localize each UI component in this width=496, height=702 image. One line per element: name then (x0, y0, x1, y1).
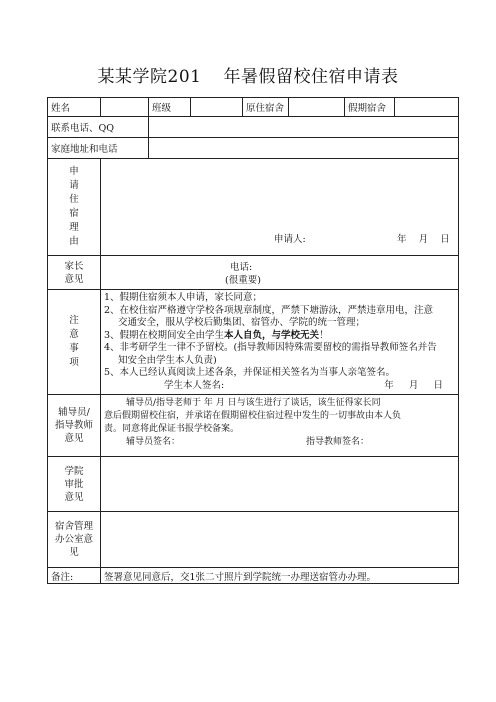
notes-label: 注意事项 (48, 290, 101, 395)
contact-label: 联系电话、QQ (48, 117, 149, 138)
name-label: 姓名 (48, 98, 101, 117)
note-item-3: 3、假期在校期间安全由学生本人自负，与学校无关！ (104, 329, 329, 341)
college-approval-field[interactable] (101, 457, 459, 512)
apply-reason-field[interactable] (101, 159, 459, 256)
class-field[interactable] (191, 98, 243, 117)
counselor-sign-label: 辅导员签名： (126, 437, 181, 447)
page-title (0, 62, 496, 87)
counselor-line-2: 意后假期留校住宿，并承诺在假期留校住宿过程中发生的一切事故由本人负 (104, 411, 402, 421)
note-item-2-cont: 交通安全，服从学校后勤集团、宿管办、学院的统一管理； (118, 317, 366, 328)
student-sign-row (104, 380, 455, 393)
note-item-5: 5、本人已经认真阅读上述各条，并保证相关签名为当事人亲笔签名。 (104, 367, 396, 378)
counselor-opinion-label: 辅导员/指导教师意见 (48, 395, 101, 457)
college-approval-label: 学院审批意见 (48, 457, 101, 512)
application-form (47, 97, 459, 584)
name-field[interactable] (101, 98, 149, 117)
orig-dorm-field[interactable] (289, 98, 345, 117)
note-item-4: 4、非考研学生一律不予留校。(指导教师因特殊需要留校的需指导教师签名并告 (104, 342, 437, 353)
dorm-office-opinion-label: 宿舍管理办公室意见 (48, 512, 101, 568)
remark-label: 备注: (48, 568, 101, 584)
dorm-office-opinion-field[interactable] (101, 512, 459, 568)
counselor-sign-row (104, 436, 455, 449)
note-item-2: 2、在校住宿严格遵守学校各项规章制度，严禁下塘游泳，严禁违章用电，注意 (104, 304, 434, 316)
teacher-sign-label: 指导教师签名： (306, 437, 370, 447)
apply-reason-label: 申请住宿理由 (48, 159, 101, 256)
note-item-4-cont: 知安全由学生本人负责) (118, 354, 217, 366)
address-field[interactable] (149, 138, 459, 159)
title-prefix: 某某学院201 (97, 67, 202, 87)
parent-important-note: (很重要) (225, 275, 261, 286)
address-label: 家庭地址和电话 (48, 138, 149, 159)
parent-phone-label: 电话: (230, 262, 253, 273)
applicant-sign-label: 申请人: (274, 234, 306, 245)
apply-date: 年 月 日 (397, 234, 450, 245)
counselor-opinion-field[interactable] (101, 395, 459, 457)
class-label: 班级 (149, 98, 191, 117)
parent-opinion-field[interactable] (101, 256, 459, 290)
counselor-line-1: 辅导员/指导老师于 年 月 日与该生进行了谈话，该生征得家长同 (126, 398, 381, 408)
title-suffix: 年暑假留校住宿申请表 (223, 67, 399, 87)
note-item-1: 1、假期住宿须本人申请，家长同意； (104, 292, 263, 303)
orig-dorm-label: 原住宿舍 (243, 98, 289, 117)
remark-text: 签署意见同意后，交1张二寸照片到学院统一办理送宿管办办理。 (101, 568, 459, 584)
holiday-dorm-field[interactable] (395, 98, 459, 117)
holiday-dorm-label: 假期宿舍 (345, 98, 395, 117)
student-sign-label: 学生本人签名: (164, 379, 225, 391)
note-item-3-emphasis: 本人自负，与学校无关 (224, 329, 320, 341)
student-sign-date: 年 月 日 (384, 379, 443, 391)
notes-content (101, 290, 459, 395)
counselor-line-3: 责。同意将此保证书报学校备案。 (104, 424, 240, 434)
parent-opinion-label: 家长意见 (48, 256, 101, 290)
contact-field[interactable] (149, 117, 459, 138)
